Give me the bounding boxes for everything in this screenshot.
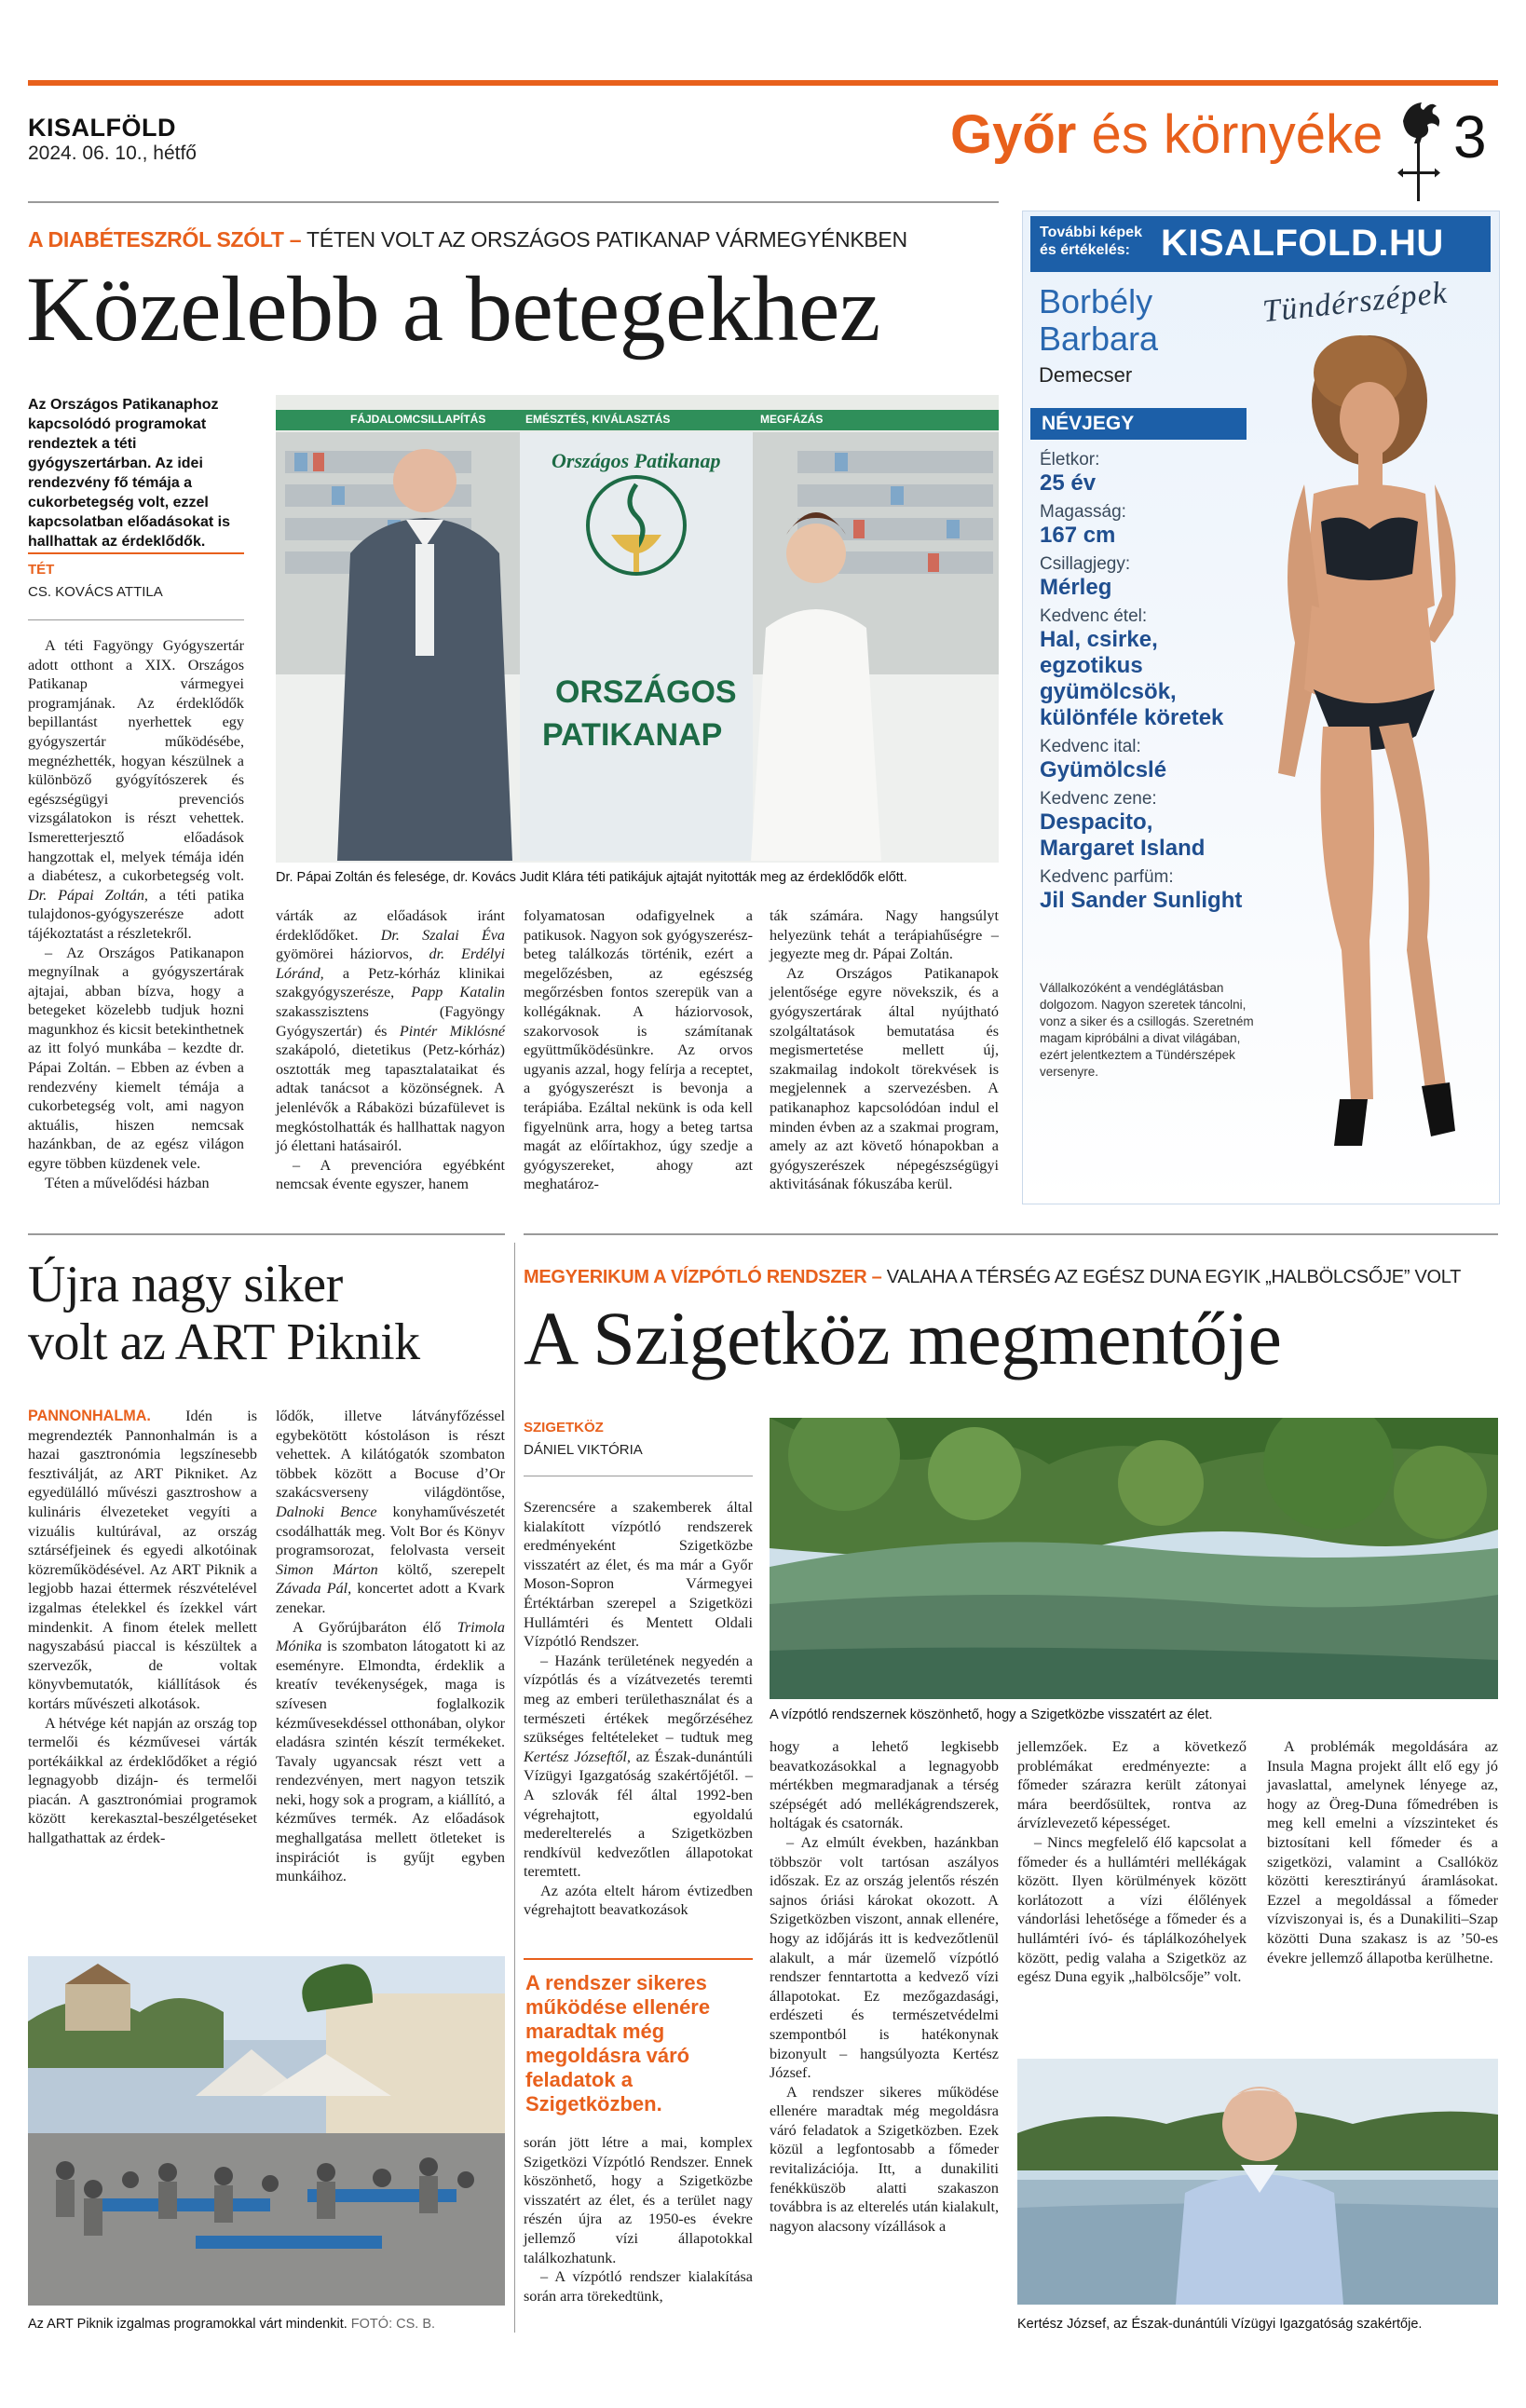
article3-col3-p1: jellemzőek. Ez a következő problémákat eredményezte: a főmeder szárazra került zátonyai mára beerdősültek, rontva az árvízlevezető képességet.: [1017, 1738, 1247, 1832]
expert-name: Kertész Józseftől,: [524, 1748, 631, 1765]
article1-photo: [276, 395, 999, 863]
article1-col1: [28, 636, 244, 1192]
field-perfume: [1040, 867, 1254, 914]
article3-pullquote: A rendszer sikeres működése ellenére maradtak még megoldásra váró feladatok a Szigetközben.: [525, 1971, 711, 2116]
beauty-site-link[interactable]: KISALFOLD.HU: [1161, 223, 1444, 264]
beauty-name-2: Barbara: [1039, 320, 1159, 358]
field-age-label: Életkor:: [1040, 450, 1100, 469]
article1-col2: [276, 906, 505, 1194]
article3-col1-p2-b: az Észak-dunántúli Vízügyi Igazgatóság szakértőjétől. – A szlovák fél által 1992-ben végrehajtott, egyoldalú mederelterelés a Szigetközben rendkívül kedvezőtlen állapotokat teremtett.: [524, 1748, 753, 1881]
page-number: 3: [1453, 103, 1487, 170]
beauty-name-1: Borbély: [1039, 282, 1153, 320]
field-drink: [1040, 737, 1254, 783]
speaker-2-title: a Petz-kórház klinikai szakgyógyszerésze,: [276, 964, 505, 1001]
article1-col1-p1-text: A téti Fagyöngy Gyógyszertár adott otthont a XIX. Országos Patikanap vármegyei programjának. Az érdeklődők bepillantást nyerhettek egy gyógyszertár működésébe, megnézhették, hogyan készülnek a különböző gyógyítószerek és egészségügyi prevenciós vizsgálatokon is részt vehettek. Ismeretterjesztő előadások hangzottak el, melyek témája idén a diabétesz, a cukorbetegség volt.: [28, 637, 244, 885]
article2-caption-text: Az ART Piknik izgalmas programokkal várt mindenkit.: [28, 2317, 347, 2332]
article1-col3: [524, 906, 753, 1194]
speaker-4-title: szakápoló, dietetikus (Petz-kórház) osztották meg tapasztalataikat és adtak tanácsot a közönségnek. A jelenlévők a Rábaközi búzafülevet is megkóstolhatták és hallhattak nagyon jó élettani hatásairól.: [276, 1041, 505, 1155]
article3-author: DÁNIEL VIKTÓRIA: [524, 1442, 643, 1458]
article2-col2-p1-a: lődők, illetve látványfőzéssel egybekötött kóstoláson is részt vehettek. A kilátógatók szombaton többek között a Bocuse d’Or szakácsverseny világdöntőse,: [276, 1408, 505, 1502]
article1-lead: Az Országos Patikanaphoz kapcsolódó programokat rendeztek a téti gyógyszertárban. Az idei rendezvény fő témája a cukorbetegség volt, ezzel kapcsolatban előadásokat is hallhattak az érdeklődők.: [28, 397, 230, 550]
article3-river-caption: A vízpótló rendszernek köszönhető, hogy a Szigetközbe visszatért az élet.: [770, 1707, 1213, 1722]
writer-name: Závada Pál,: [276, 1580, 352, 1598]
banner-title: Országos Patikanap: [552, 449, 721, 472]
field-height: [1040, 502, 1254, 549]
article1-col1-p1-end: a téti patika tulajdonos-gyógyszerésze adott tájékoztatást a részletekről.: [28, 886, 245, 942]
section-title-rest: és környéke: [1091, 104, 1383, 165]
portrait-scene: [1017, 2059, 1498, 2305]
field-perfume-label: Kedvenc parfüm:: [1040, 867, 1174, 887]
article3-col2-p1: hogy a lehető legkisebb beavatkozásokkal a legnagyobb mértékben megmaradjanak a térség szépségét adó mellékágrendszerek, holtágak és csatornák.: [770, 1738, 999, 1832]
article2-col2-p2: [276, 1618, 505, 1886]
top-rule: [28, 80, 1498, 86]
speaker-2-name: dr. Erdélyi Lóránd,: [276, 946, 505, 982]
model-figure: [1239, 335, 1498, 1164]
beauty-bio: Vállalkozóként a vendéglátásban dolgozom. Nagyon szeretek táncolni, vonz a siker és a csillogás. Szeretném magam kipróbálni a divat világában, ezért jelentkeztem a Tündérszépek versenyre.: [1040, 981, 1254, 1079]
banner-word-2: PATIKANAP: [542, 717, 723, 753]
speaker-1-title: gyömörei háziorvos,: [276, 946, 413, 963]
field-food-label: Kedvenc étel:: [1040, 606, 1148, 626]
article3-place: SZIGETKÖZ: [524, 1420, 604, 1435]
section-title: [950, 104, 1383, 166]
beauty-more-label: [1040, 224, 1142, 259]
field-age-value: 25 év: [1040, 470, 1097, 496]
beauty-logo: Tündérszépek: [1260, 275, 1450, 330]
article1-col1-p2: – Az Országos Patikanapon megnyílnak a gyógyszertárak ajtajai, abban bízva, hogy a betegeket közelebb tudjuk hozni magunkhoz és kicsit betekinthetnek az itt folyó munkába – kezdte dr. Pápai Zoltán. – Ebben az évben a rendezvény kiemelt témája a cukorbetegség volt, ami nagyon aktuális, hiszen nemcsak hazánkban, de az egész világon egyre többen küzdenek vele.: [28, 944, 244, 1173]
article3-col4: [1267, 1737, 1498, 1967]
field-music-value: Despacito, Margaret Island: [1040, 809, 1206, 861]
article2-col2-p1-b: konyhaművészetét csodálhatták meg. Volt Bor és Könyv programsorozat, felolvasta verseit: [276, 1503, 505, 1559]
article3-portrait-caption: Kertész József, az Észak-dunántúli Vízügyi Igazgatóság szakértője.: [1017, 2317, 1423, 2332]
article3-kicker-hot: MEGYERIKUM A VÍZPÓTLÓ RENDSZER –: [524, 1267, 882, 1287]
field-height-value: 167 cm: [1040, 523, 1116, 548]
paper-name: KISALFÖLD: [28, 114, 176, 142]
article2-col2-p2-a: A Győrújbaráton élő: [293, 1618, 442, 1636]
field-food: [1040, 606, 1254, 731]
banner-word-1: ORSZÁGOS: [555, 674, 737, 710]
field-drink-value: Gyümölcslé: [1040, 757, 1167, 782]
lower-divider-right: [524, 1233, 1498, 1235]
article2-col2: [276, 1407, 505, 1886]
article2-headline-2: volt az ART Piknik: [28, 1313, 420, 1371]
article3-portrait-photo: [1017, 2059, 1498, 2305]
piknik-scene: [28, 1956, 505, 2306]
article1-byline-divider: [28, 619, 244, 620]
article1-headline: Közelebb a betegekhez: [26, 257, 880, 361]
shelf-label-2: EMÉSZTÉS, KIVÁLASZTÁS: [525, 413, 671, 426]
article1-kicker-rest: TÉTEN VOLT AZ ORSZÁGOS PATIKANAP VÁRMEGYÉNKBEN: [306, 227, 907, 252]
field-age: [1040, 450, 1254, 497]
article3-col1b: [524, 2133, 753, 2306]
article3-col2-p2: – Az elmúlt években, hazánkban többször volt tartósan aszályos időszak. Ez az ország jelentős részén sajnos óriási károkat okozott. A Szigetközben viszont, annak ellenére, hogy az időjárás itt is kedvezőtlenül alakult, a már üzemelő vízpótló rendszer fenntartotta a kedvező vízi állapotokat. Ez mezőgazdasági, erdészeti és természetvédelmi szempontból is hatékonynak bizonyult – hangsúlyozta Kertész József.: [770, 1833, 999, 2082]
article3-col2: [770, 1737, 999, 2236]
article2-photo-caption: [28, 2316, 505, 2333]
beauty-town: Demecser: [1039, 363, 1133, 387]
section-title-hot: Győr: [950, 104, 1077, 165]
field-music: [1040, 789, 1254, 862]
article1-kicker: [28, 227, 907, 252]
article3-col4-p1: A problémák megoldására az Insula Magna projekt állt elő egy jó javaslattal, amelynek lényege az, hogy az Öreg-Duna főmedrében is meg kell emelni a vízszinteket és biztosítani kell főmeder és a szigetközi, valamint a Csallóköz közötti keresztirányú áramlásokat. Ezzel a megoldással a főmeder vízviszonyai is, és a Dunakiliti–Szap közötti Duna szakasz is az ’50-es évekre jellemző állapotba kerülhetne.: [1267, 1738, 1498, 1966]
article2-col1-p1-text: Idén is megrendezték Pannonhalmán is a hazai gasztronómia legszínesebb fesztiválját, az ART Pikniket. Az egyedülálló művészi gasztroshow a kulináris élvezeteket vegyíti a vizuális kultúrával, az ország sztárséfjeinek és egyedi alkotóinak közreműködésével. Az ART Piknik a legjobb hazai éttermek részvételével izgalmas ételekkel és ízekkel várt mindenkit. A finom ételek mellett nagyszabású piaccal is készültek a szervezők, de voltak könyvbemutatók, kiállítások és kortárs művészeti alkotások.: [28, 1408, 258, 1712]
article3-col2-p3: A rendszer sikeres működése ellenére maradtak még megoldásra váró feladatok a Szigetközben. Ezek közül a legfontosabb a főmeder revitalizációja. Itt, a dunakiliti fenékküszöb alatti szakaszon továbbra is az elterelés után kialakult, nagyon alacsony vízállások a: [770, 2083, 999, 2235]
river-scene: [770, 1418, 1498, 1699]
col-rule-article3: [514, 1243, 515, 2333]
article1-author: CS. KOVÁCS ATTILA: [28, 584, 163, 600]
field-sign-value: Mérleg: [1040, 575, 1112, 600]
field-sign: [1040, 554, 1254, 601]
field-sign-label: Csillagjegy:: [1040, 554, 1131, 574]
shelf-label-1: FÁJDALOMCSILLAPÍTÁS: [350, 413, 486, 426]
article3-col1: [524, 1498, 753, 1920]
beauty-card-title: NÉVJEGY: [1030, 408, 1247, 440]
article2-col2-p1-d: koncertet adott a Kvark zenekar.: [276, 1580, 506, 1616]
article1-kicker-hot: A DIABÉTESZRŐL SZÓLT –: [28, 227, 302, 252]
speaker-3-title: szakasszisztens (Fagyöngy Gyógyszertár) és: [276, 1002, 505, 1040]
field-drink-label: Kedvenc ital:: [1040, 737, 1141, 756]
article1-col2-p1: [276, 906, 505, 1156]
article3-col1-p4: során jött létre a mai, komplex Szigetközi Vízpótló Rendszer. Ennek köszönhető, hogy a Szigetközbe visszatért az élet, és a terület nagy részén újra az 1950-es évekre jellemző vízi állapotokkal találkozhatunk.: [524, 2134, 753, 2266]
article3-col1-p1: Szerencsére a szakemberek által kialakított vízpótló rendszerek eredményeként Szigetközbe visszatért az élet, és ma már a Győr Moson-Sopron Vármegyei Értéktárban szerepel a Szigetközi Hullámtéri és Mentett Oldali Vízpótló Rendszer.: [524, 1499, 753, 1651]
field-music-label: Kedvenc zene:: [1040, 789, 1157, 809]
pullquote-top-rule: [524, 1958, 753, 1960]
article2-col2-p1: [276, 1407, 505, 1618]
article3-kicker: [524, 1267, 1461, 1288]
article3-col3: [1017, 1737, 1247, 1987]
article1-top-rule: [28, 201, 999, 203]
article1-photo-caption: Dr. Pápai Zoltán és felesége, dr. Kovács Judit Klára téti patikájuk ajtaját nyitották meg az érdeklődők előtt.: [276, 870, 907, 885]
article1-col2-p2: – A prevencióra egyébként nemcsak évente egyszer, hanem: [276, 1156, 505, 1193]
beauty-photo: [1239, 335, 1498, 1164]
article1-place: TÉT: [28, 562, 55, 578]
article2-headline-1: Újra nagy siker: [28, 1256, 343, 1313]
article1-col4-p1: ták számára. Nagy hangsúlyt helyezünk tehát a terápiahűségre – jegyezte meg dr. Pápai Zoltán.: [770, 907, 999, 963]
article3-col1-p2: [524, 1652, 753, 1882]
beauty-fields: [1040, 450, 1254, 914]
chef-name: Dalnoki Bence: [276, 1503, 377, 1520]
article2-photo: [28, 1956, 505, 2306]
field-perfume-value: Jil Sander Sunlight: [1040, 888, 1243, 913]
beauty-more-label-1: További képek: [1040, 224, 1142, 240]
article2-col1-p2: A hétvége két napján az ország top termelői és kézművesei várták portékáikkal az érdeklődőket a régió legnagyobb dizájn- és termelői piacán. A gasztronómiai programok között kerekasztal-beszélgetéseket hallgathattak az érdek-: [28, 1714, 257, 1847]
visitor-name: Trimola Mónika: [276, 1618, 505, 1655]
article3-headline: A Szigetköz megmentője: [524, 1296, 1282, 1381]
article3-col1-p5: – A vízpótló rendszer kialakítása során arra törekedtünk,: [524, 2268, 753, 2305]
article1-col3-p1: folyamatosan odafigyelnek a patikusok. Nagyon sok gyógyszerész-beteg találkozás történik, ezért a megelőzésben, az egészség megőrzésben fontos szerepük van a kollégáknak. A háziorvosok, szakorvosok is számítanak együttműködésünkre. Az orvos ugyanis azzal, hogy felírja a receptet, a gyógyszerészt is bevonja a terápiába. Ezáltal nekünk is oda kell figyelnünk arra, hogy a beteg tartsa magát az előírtakhoz, úgy szedje a gyógyszereket, ahogy azt meghatároz-: [524, 907, 753, 1193]
article1-col2-p1-text: várták az előadások iránt érdeklődőket.: [276, 907, 505, 944]
article2-place: PANNONHALMA.: [28, 1408, 151, 1424]
shelf-label-3: MEGFÁZÁS: [760, 413, 824, 426]
speaker-3-name: Papp Katalin: [411, 984, 505, 1001]
article3-river-photo: [770, 1418, 1498, 1699]
issue-date: 2024. 06. 10., hétfő: [28, 143, 197, 164]
article2-headline: [28, 1256, 420, 1371]
article1-col1-p1-name: Dr. Pápai Zoltán,: [28, 886, 148, 904]
article2-col1-p1: [28, 1407, 257, 1714]
article1-col4-p2: Az Országos Patikanapok jelentősége egyre növekszik, és a gyógyszertárak által nyújtható szolgáltatások bemutatása és megismertetése mellett új, szakmailag indokolt törekvések is megjelennek a szervezésben. A patikanaphoz kapcsolódóan indul el minden évben az a szakmai program, amely az azt követő hónapokban a gyógyszerészek népegészségügyi aktivitásának fókuszába kerül.: [770, 964, 999, 1193]
article3-col1-p2-a: – Hazánk területének negyedén a vízpótlás és a vízátvezetés teremti meg az emberi területhasználat és a természeti értékek megőrzéséhez szükséges feltételeket – tudtuk meg: [524, 1652, 753, 1747]
weathervane-icon: [1386, 86, 1451, 201]
article1-col4: [770, 906, 999, 1194]
article2-col1: [28, 1407, 257, 1848]
article2-col2-p1-c: költő, szerepelt: [397, 1560, 506, 1578]
speaker-4-name: Pintér Miklósné: [399, 1022, 505, 1040]
speaker-1-name: Dr. Szalai Éva: [380, 926, 506, 944]
article1-col1-p3: Téten a művelődési házban: [45, 1174, 210, 1191]
field-food-value: Hal, csirke, egzotikus gyümölcsök, különféle köretek: [1040, 627, 1224, 730]
field-height-label: Magasság:: [1040, 502, 1126, 522]
article1-lead-divider: [28, 552, 244, 554]
article1-col1-p1: [28, 636, 244, 944]
article3-col1-p3: Az azóta eltelt három évtizedben végrehajtott beavatkozások: [524, 1882, 753, 1919]
poet-name: Simon Márton: [276, 1560, 378, 1578]
lower-divider-left: [28, 1233, 505, 1235]
article3-col3-p2: – Nincs megfelelő élő kapcsolat a főmeder és a hullámtéri mellékágak között. Ilyen körülmények között korlátozott a vízi élőlények vándorlási lehetősége a főmeder és a hullámtéri ívó- és táplálkozóhelyek között, pedig valaha a Szigetköz az egész Duna egyik „halbölcsője” volt.: [1017, 1833, 1247, 1986]
beauty-more-label-2: és értékelés:: [1040, 242, 1130, 258]
article2-photo-credit: FOTÓ: CS. B.: [350, 2317, 436, 2332]
article2-col2-p2-b: is szombaton látogatott ki az eseményre. Elmondta, érdeklik a kreatív tevékenységek, maga is szívesen foglalkozik kézművesekdéssel otthonában, olykor eladásra szintén készít termékeket. Tavaly ugyancsak részt vett a rendezvényen, mert nagyon tetszik neki, hogy sok a program, a kiállító, a kézműves termék. Az előadások meghallgatása mellett ötleteket is inspirációt is gyűjt egyben munkáihoz.: [276, 1638, 506, 1885]
beauty-name: [1039, 283, 1158, 358]
article3-kicker-rest: VALAHA A TÉRSÉG AZ EGÉSZ DUNA EGYIK „HALBÖLCSŐJE” VOLT: [886, 1267, 1462, 1287]
